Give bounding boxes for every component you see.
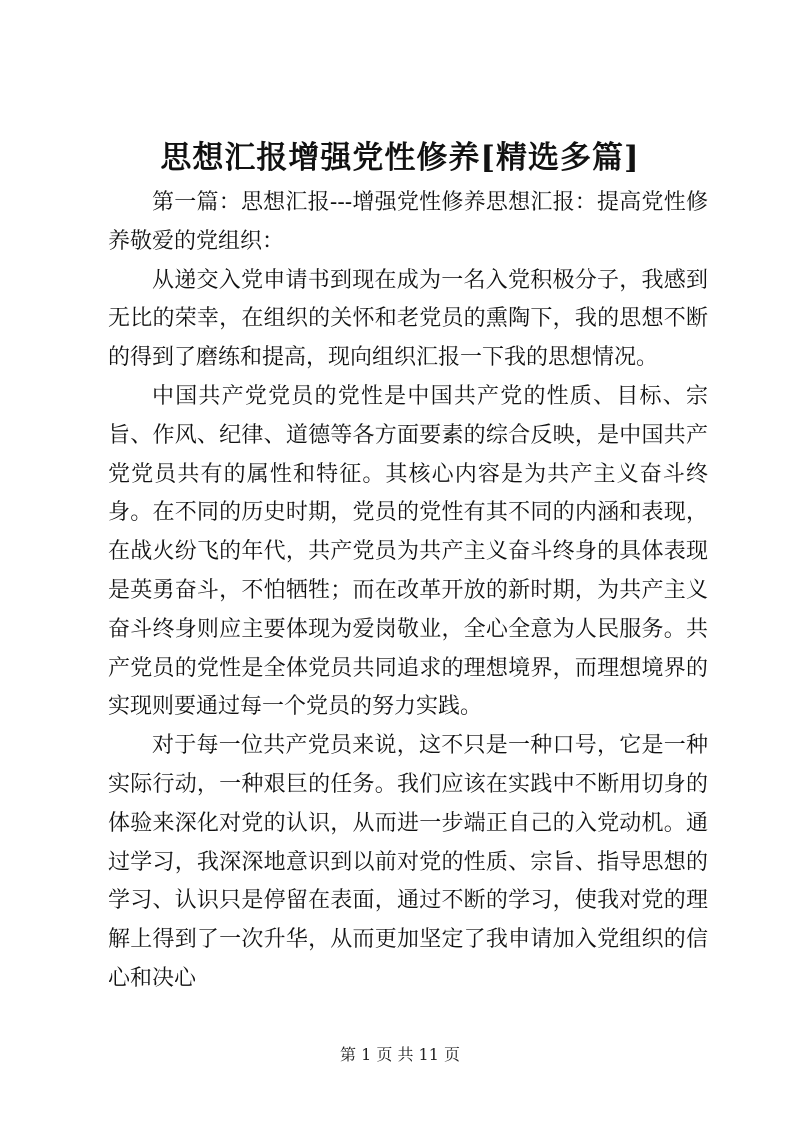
paragraph-1: 第一篇：思想汇报---增强党性修养思想汇报：提高党性修养敬爱的党组织： xyxy=(108,190,708,254)
paragraph-2: 从递交入党申请书到现在成为一名入党积极分子，我感到无比的荣幸，在组织的关怀和老党员的熏陶下，我的思想不断的得到了磨练和提高，现向组织汇报一下我的思想情况。 xyxy=(108,267,708,371)
document-title: 思想汇报增强党性修养[精选多篇] xyxy=(160,140,640,176)
paragraph-4: 对于每一位共产党员来说，这不只是一种口号，它是一种实际行动，一种艰巨的任务。我们应该在实践中不断用切身的体验来深化对党的认识，从而进一步端正自己的入党动机。通过学习，我深深地意识到以前对党的性质、宗旨、指导思想的学习、认识只是停留在表面，通过不断的学习，使我对党的理解上得到了一次升华，从而更加坚定了我申请加入党组织的信心和决心 xyxy=(108,733,708,991)
document-body xyxy=(108,184,708,999)
page-footer: 第 1 页 共 11 页 xyxy=(340,1045,460,1064)
paragraph-3: 中国共产党党员的党性是中国共产党的性质、目标、宗旨、作风、纪律、道德等各方面要素的综合反映，是中国共产党党员共有的属性和特征。其核心内容是为共产主义奋斗终身。在不同的历史时期，党员的党性有其不同的内涵和表现，在战火纷飞的年代，共产党员为共产主义奋斗终身的具体表现是英勇奋斗，不怕牺牲；而在改革开放的新时期，为共产主义奋斗终身则应主要体现为爱岗敬业，全心全意为人民服务。共产党员的党性是全体党员共同追求的理想境界，而理想境界的实现则要通过每一个党员的努力实践。 xyxy=(108,383,708,720)
